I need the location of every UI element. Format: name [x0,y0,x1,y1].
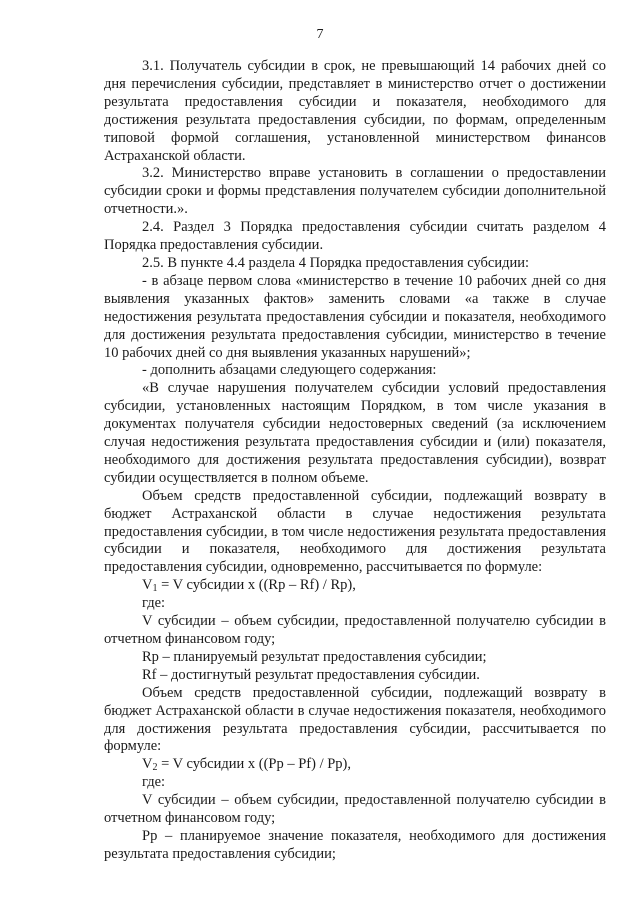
paragraph-add-abzats: - дополнить абзацами следующего содержания: [142,362,437,379]
formula-v2-expression: = V субсидии x ((Pp – Pf) / Pp), [157,756,351,773]
formula-v1 [104,577,606,595]
paragraph-violation-case: «В случае нарушения получателем субсидии условий предоставления субсидии, установленных настоящим Порядком, в том числе указания в документах получателя субсидии недостоверных сведений (за исключением случая недостижения результата предоставления субсидии и (или) показателя, необходимого для достижения результата предоставления субсидии), возврат субидии осуществляется в полном объеме. [104,380,606,486]
paragraph-return-volume-result: Объем средств предоставленной субсидии, подлежащий возврату в бюджет Астраханской области в случае недостижения результата предоставления субсидии, в том числе недостижения результата предоставления субсидии и показателя, необходимого для достижения результата предоставления субсидии, одновременно, рассчитывается по формуле: [104,487,606,576]
definition-rf: Rf – достигнутый результат предоставления субсидии. [142,666,480,683]
paragraph-2-5: 2.5. В пункте 4.4 раздела 4 Порядка предоставления субсидии: [142,254,530,271]
paragraph-2-4: 2.4. Раздел 3 Порядка предоставления субсидии считать разделом 4 Порядка предоставления субсидии. [104,219,606,254]
paragraph-return-volume-indicator: Объем средств предоставленной субсидии, подлежащий возврату в бюджет Астраханской области в случае недостижения показателя, необходимого для достижения результата предоставления субсидии, рассчитывается по формуле: [104,684,606,755]
formula-v1-expression: = V субсидии x ((Rp – Rf) / Rp), [157,577,356,594]
formula-v2-symbol: V [142,756,153,773]
paragraph-replace-words: - в абзаце первом слова «министерство в течение 10 рабочих дней со дня выявления указанных фактов» заменить словами «а также в случае недостижения результата предоставления субсидии и показателя, необходимого для достижения результата предоставления субсидии, министерство в течение 10 рабочих дней со дня выявления указанных нарушений»; [104,272,606,361]
paragraph-3-1: 3.1. Получатель субсидии в срок, не превышающий 14 рабочих дней со дня перечисления субсидии, представляет в министерство отчет о достижении результата предоставления субсидии и показателя, необходимого для достижения результата предоставления субсидии, по формам, определенным типовой формой соглашения, установленной министерством финансов Астраханской области. [104,58,606,164]
page-number: 7 [316,27,324,42]
paragraph-3-2: 3.2. Министерство вправе установить в соглашении о предоставлении субсидии сроки и формы представления получателем субсидии дополнительной отчетности.». [104,165,606,218]
where-label-1: где: [142,595,166,612]
definition-rp: Rp – планируемый результат предоставления субсидии; [142,648,487,665]
definition-v-subsidy-2: V субсидии – объем субсидии, предоставленной получателю субсидии в отчетном финансовом году; [104,792,606,827]
where-label-2: где: [142,774,166,791]
formula-v1-symbol: V [142,577,153,594]
document-body [104,58,606,864]
formula-v2 [104,756,606,774]
definition-pp: Pp – планируемое значение показателя, необходимого для достижения результата предоставления субсидии; [104,827,606,862]
formula-v1-subscript: 1 [152,583,158,595]
definition-v-subsidy-1: V субсидии – объем субсидии, предоставленной получателю субсидии в отчетном финансовом году; [104,613,606,647]
formula-v2-subscript: 2 [152,762,158,774]
